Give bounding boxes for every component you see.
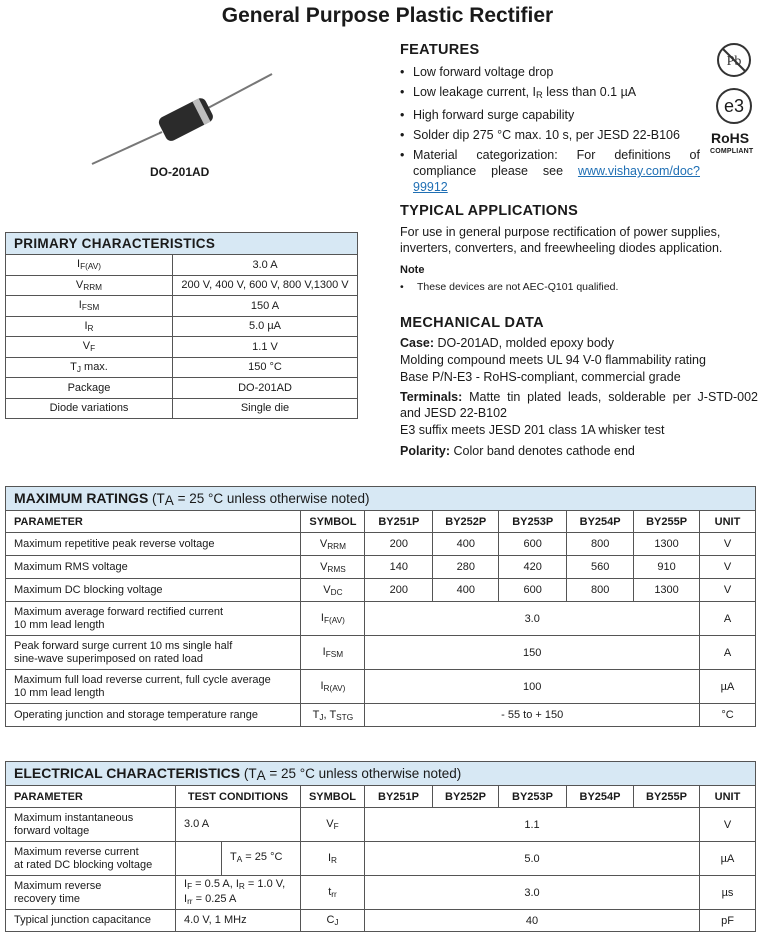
column-header: BY254P xyxy=(567,511,634,533)
unit-cell: V xyxy=(700,808,756,842)
document-title: General Purpose Plastic Rectifier xyxy=(221,4,554,27)
value-cell: 3.0 xyxy=(365,876,700,910)
value-cell: 800 xyxy=(567,579,634,602)
column-header: BY252P xyxy=(433,511,499,533)
primary-characteristics-heading: PRIMARY CHARACTERISTICS xyxy=(6,233,358,255)
unit-cell: µs xyxy=(700,876,756,910)
column-header: SYMBOL xyxy=(301,786,365,808)
table-row xyxy=(6,670,756,704)
parameter-cell: Maximum reverse current at rated DC blocking voltage xyxy=(6,842,176,876)
primary-row xyxy=(6,296,358,317)
compliance-link[interactable]: www.vishay.com/doc?99912 xyxy=(413,164,700,194)
value-cell: 560 xyxy=(567,556,634,579)
column-header: BY252P xyxy=(433,786,499,808)
symbol-cell: $T_J$, $T_{STG}$ xyxy=(301,704,365,727)
parameter-cell: Peak forward surge current 10 ms single half sine-wave superimposed on rated load xyxy=(6,636,301,670)
table-row xyxy=(6,842,756,876)
primary-parameter: Package xyxy=(6,378,173,399)
value-cell: 420 xyxy=(499,556,567,579)
table-row xyxy=(6,636,756,670)
unit-cell: µA xyxy=(700,670,756,704)
svg-text:Pb: Pb xyxy=(726,54,742,69)
unit-cell: °C xyxy=(700,704,756,727)
typical-applications-heading: TYPICAL APPLICATIONS xyxy=(400,203,579,219)
package-label: DO-201AD xyxy=(150,165,210,179)
mechanical-polarity: Polarity: Color band denotes cathode end xyxy=(400,444,635,458)
primary-row xyxy=(6,378,358,399)
table-row xyxy=(6,602,756,636)
table-row xyxy=(6,808,756,842)
value-cell: 910 xyxy=(634,556,700,579)
primary-parameter: $I_{FSM}$ xyxy=(6,296,173,317)
value-cell: 280 xyxy=(433,556,499,579)
mechanical-case: Case: DO-201AD, molded epoxy body xyxy=(400,336,615,350)
note-heading: Note xyxy=(400,264,425,276)
mechanical-terminals: Terminals: Matte tin plated leads, solderable per J-STD-002 and JESD 22-B102 xyxy=(400,390,758,420)
column-header: BY255P xyxy=(634,786,700,808)
value-cell: 600 xyxy=(499,579,567,602)
mechanical-e3: E3 suffix meets JESD 201 class 1A whisker test xyxy=(400,423,665,437)
condition-cell: 4.0 V, 1 MHz xyxy=(176,910,301,932)
features-heading: FEATURES xyxy=(400,42,480,58)
primary-parameter: $I_R$ xyxy=(6,316,173,337)
value-cell: 200 xyxy=(365,579,433,602)
primary-value: 5.0 µA xyxy=(173,316,358,337)
unit-cell: A xyxy=(700,602,756,636)
symbol-cell: $t_{rr}$ xyxy=(301,876,365,910)
symbol-cell: $V_{RMS}$ xyxy=(301,556,365,579)
column-header: BY255P xyxy=(634,511,700,533)
mechanical-data-heading: MECHANICAL DATA xyxy=(400,315,544,331)
column-header: BY253P xyxy=(499,786,567,808)
column-header: SYMBOL xyxy=(301,511,365,533)
maximum-ratings-table xyxy=(5,486,756,727)
primary-row xyxy=(6,275,358,296)
value-cell: 1300 xyxy=(634,533,700,556)
column-header: BY253P xyxy=(499,511,567,533)
feature-item: • Low forward voltage drop xyxy=(400,64,700,80)
primary-row xyxy=(6,255,358,276)
primary-value: Single die xyxy=(173,398,358,419)
condition-cell: $I_F = 0.5$ A, $I_R = 1.0$ V, $I_{rr} = 0.25$ A xyxy=(176,876,301,910)
diode-package-illustration xyxy=(90,62,290,172)
primary-row xyxy=(6,337,358,358)
symbol-cell: $V_F$ xyxy=(301,808,365,842)
parameter-cell: Maximum reverse recovery time xyxy=(6,876,176,910)
primary-row xyxy=(6,316,358,337)
primary-value: 150 A xyxy=(173,296,358,317)
parameter-cell: Operating junction and storage temperature range xyxy=(6,704,301,727)
table-row xyxy=(6,910,756,932)
value-cell: 3.0 xyxy=(365,602,700,636)
symbol-cell: $V_{RRM}$ xyxy=(301,533,365,556)
condition-cell: $T_A = 25$ °C xyxy=(222,842,301,876)
primary-row xyxy=(6,398,358,419)
parameter-cell: Maximum instantaneous forward voltage xyxy=(6,808,176,842)
mechanical-base: Base P/N-E3 - RoHS-compliant, commercial grade xyxy=(400,370,681,384)
table-row xyxy=(6,533,756,556)
column-header: UNIT xyxy=(700,511,756,533)
table-row xyxy=(6,556,756,579)
parameter-cell: Maximum DC blocking voltage xyxy=(6,579,301,602)
parameter-cell: Maximum full load reverse current, full cycle average 10 mm lead length xyxy=(6,670,301,704)
primary-parameter: $T_J$ max. xyxy=(6,357,173,378)
symbol-cell: $I_R$ xyxy=(301,842,365,876)
rohs-compliant-label: COMPLIANT xyxy=(710,148,754,155)
value-cell: 1.1 xyxy=(365,808,700,842)
column-header: UNIT xyxy=(700,786,756,808)
feature-item: • Low leakage current, $I_R$ less than 0.1 µA xyxy=(400,84,700,103)
primary-value: 3.0 A xyxy=(173,255,358,276)
value-cell: 140 xyxy=(365,556,433,579)
parameter-cell: Maximum average forward rectified current 10 mm lead length xyxy=(6,602,301,636)
table-row xyxy=(6,704,756,727)
column-header: BY251P xyxy=(365,511,433,533)
value-cell: - 55 to + 150 xyxy=(365,704,700,727)
unit-cell: A xyxy=(700,636,756,670)
primary-value: 150 °C xyxy=(173,357,358,378)
primary-parameter: $I_{F(AV)}$ xyxy=(6,255,173,276)
symbol-cell: $V_{DC}$ xyxy=(301,579,365,602)
value-cell: 40 xyxy=(365,910,700,932)
value-cell: 400 xyxy=(433,579,499,602)
value-cell: 800 xyxy=(567,533,634,556)
column-header: PARAMETER xyxy=(6,511,301,533)
feature-item: • High forward surge capability xyxy=(400,107,700,123)
rohs-logo: RoHS xyxy=(711,130,750,146)
value-cell: 100 xyxy=(365,670,700,704)
unit-cell: V xyxy=(700,556,756,579)
parameter-cell: Typical junction capacitance xyxy=(6,910,176,932)
column-header: BY254P xyxy=(567,786,634,808)
value-cell: 600 xyxy=(499,533,567,556)
condition-cell: 3.0 A xyxy=(176,808,301,842)
unit-cell: V xyxy=(700,533,756,556)
symbol-cell: $C_J$ xyxy=(301,910,365,932)
e3-icon: e3 xyxy=(716,88,752,124)
feature-item: • Material categorization: For definitions of compliance please see www.vishay.com/doc?99912 xyxy=(400,147,700,195)
maximum-ratings-heading: MAXIMUM RATINGS ($T_A = 25$ °C unless otherwise noted) xyxy=(6,487,756,511)
unit-cell: pF xyxy=(700,910,756,932)
mechanical-molding: Molding compound meets UL 94 V-0 flammability rating xyxy=(400,353,706,367)
lead-free-icon xyxy=(716,42,752,78)
primary-value: 1.1 V xyxy=(173,337,358,358)
primary-value: 200 V, 400 V, 600 V, 800 V,1300 V xyxy=(173,275,358,296)
electrical-characteristics-table xyxy=(5,761,756,932)
primary-parameter: $V_{RRM}$ xyxy=(6,275,173,296)
condition-cell xyxy=(176,842,222,876)
value-cell: 200 xyxy=(365,533,433,556)
value-cell: 5.0 xyxy=(365,842,700,876)
symbol-cell: $I_{F(AV)}$ xyxy=(301,602,365,636)
column-header: PARAMETER xyxy=(6,786,176,808)
column-header: BY251P xyxy=(365,786,433,808)
unit-cell: µA xyxy=(700,842,756,876)
unit-cell: V xyxy=(700,579,756,602)
symbol-cell: $I_{FSM}$ xyxy=(301,636,365,670)
features-list xyxy=(400,64,700,199)
parameter-cell: Maximum RMS voltage xyxy=(6,556,301,579)
parameter-cell: Maximum repetitive peak reverse voltage xyxy=(6,533,301,556)
primary-row xyxy=(6,357,358,378)
table-row xyxy=(6,876,756,910)
feature-item: • Solder dip 275 °C max. 10 s, per JESD 22-B106 xyxy=(400,127,700,143)
primary-parameter: Diode variations xyxy=(6,398,173,419)
note-item: • These devices are not AEC-Q101 qualified. xyxy=(400,281,619,293)
primary-value: DO-201AD xyxy=(173,378,358,399)
symbol-cell: $I_{R(AV)}$ xyxy=(301,670,365,704)
primary-characteristics-table xyxy=(5,232,358,419)
value-cell: 1300 xyxy=(634,579,700,602)
typical-applications-text: For use in general purpose rectification of power supplies, inverters, converters, and freewheeling diodes application. xyxy=(400,225,723,255)
table-row xyxy=(6,579,756,602)
primary-parameter: $V_F$ xyxy=(6,337,173,358)
electrical-characteristics-heading: ELECTRICAL CHARACTERISTICS ($T_A = 25$ °C unless otherwise noted) xyxy=(6,762,756,786)
value-cell: 400 xyxy=(433,533,499,556)
value-cell: 150 xyxy=(365,636,700,670)
column-header: TEST CONDITIONS xyxy=(176,786,301,808)
